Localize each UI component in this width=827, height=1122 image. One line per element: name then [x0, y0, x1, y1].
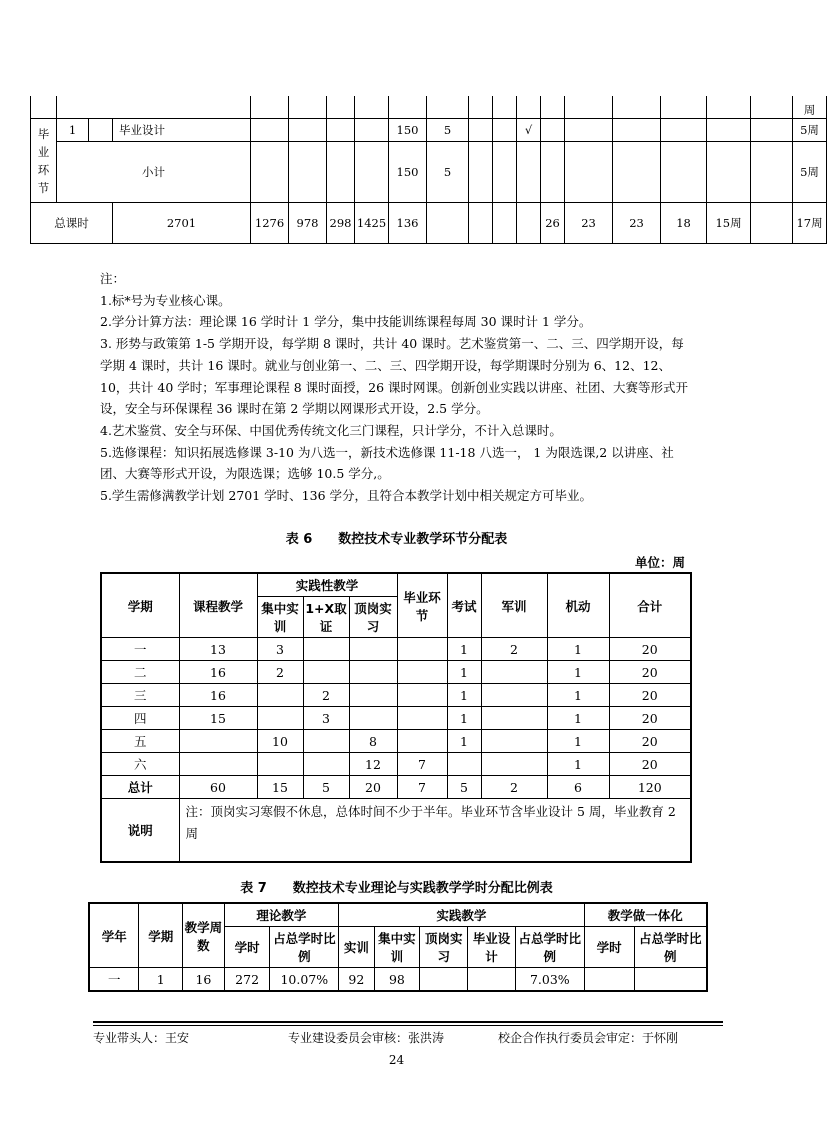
note-item: 1.标*号为专业核心课。	[100, 292, 231, 308]
course-plan-table-tail	[30, 96, 827, 244]
page-number: 24	[388, 1053, 405, 1067]
table6-row: 二 16 2 1 1 20	[101, 661, 691, 684]
note-item: 5.选修课程：知识拓展选修课 3-10 为八选一，新技术选修课 11-18 八选一， 1 为限选课,2 以讲座、社团、大赛等形式开设，为限选课；选够 10.5 学分,。	[100, 444, 674, 482]
table6-unit: 单位：周	[634, 555, 685, 570]
footer-rule	[93, 1021, 723, 1023]
table6-note-row: 说明 注：顶岗实习寒假不休息，总体时间不少于半年。毕业环节含毕业设计 5 周，毕业教育 2 周	[101, 799, 691, 863]
table6-total-row: 总计 60 15 5 20 7 5 2 6 120	[101, 776, 691, 799]
table6-row: 六 12 7 1 20	[101, 753, 691, 776]
notes-heading: 注：	[100, 271, 126, 286]
group-label: 毕 业 环 节	[31, 119, 57, 203]
note-item: 4.艺术鉴赏、安全与环保、中国优秀传统文化三门课程，只计学分，不计入总课时。	[100, 422, 562, 438]
table6-title: 表 6 数控技术专业教学环节分配表	[285, 532, 508, 547]
footer-rule-thin	[93, 1025, 723, 1026]
design-row: 毕 业 环 节 1 毕业设计 150 5 √ 5周	[31, 119, 827, 142]
total-row: 总课时 2701 1276 978 298 1425 136 26 23 23 18 15周 17周	[31, 203, 827, 244]
row-no: 1	[57, 119, 89, 142]
note-item: 2.学分计算方法：理论课 16 学时计 1 学分，集中技能训练课程每周 30 课时计 1 学分。	[100, 314, 592, 330]
table7-title: 表 7 数控技术专业理论与实践教学学时分配比例表	[240, 881, 553, 896]
table6-row: 一 13 3 1 2 1 20	[101, 638, 691, 661]
subtotal-row: 小计 150 5 5周	[31, 142, 827, 203]
partial-row	[31, 96, 827, 119]
footer-leader: 专业带头人：王安	[93, 1031, 190, 1045]
footer-exec: 校企合作执行委员会审定：于怀刚	[498, 1031, 679, 1045]
note-item: 3. 形势与政策第 1-5 学期开设，每学期 8 课时，共计 40 课时。艺术鉴赏第一、二、三、四学期开设，每学期 4 课时，共计 16 课时。就业与创业第一、二、三、四学期开设，每学期课时分别为 6、12、12、10，共计 40 学时；军事理论课程 8 课时面授，26 课时网课。创新创业实践以讲座、社团、大赛等形式开设，安全与环保课程 36 课时在第 2 学期以网课形式开设，2.5 学分。	[100, 336, 689, 417]
notes	[100, 268, 690, 507]
table6-row: 五 10 8 1 1 20	[101, 730, 691, 753]
table6-row: 三 16 2 1 1 20	[101, 684, 691, 707]
hours-ratio-table: 学年 学期 教学周数 理论教学 实践教学 教学做一体化 学时 占总学时比例 实训 集中实训 顶岗实习 毕业设计 占总学时比例 学时 占总学时比例 一 1 16 272 10.07% 92 98 7.03%	[88, 902, 708, 992]
table7-row: 一 1 16 272 10.07% 92 98 7.03%	[89, 968, 707, 992]
note-item: 5.学生需修满教学计划 2701 学时、136 学分，且符合本教学计划中相关规定方可毕业。	[100, 488, 593, 504]
teaching-weeks-table: 学期 课程教学 实践性教学 毕业环节 考试 军训 机动 合计 集中实训 1+X取证 顶岗实习 一 13 3 1 2 1 20 二 16 2 1 1 20 三 16 2 1 1 20 四 15 3 1 1 20 五 10 8 1 1 20 六 12 7 1 20 总计 60 15 5 20 7 5 2 6 120 说明 注：顶岗实习寒假不休息，总体时间不少于半年。毕业环节含毕业设计 5 周，毕业教育 2 周	[100, 572, 692, 863]
footer-committee: 专业建设委员会审核：张洪涛	[288, 1031, 445, 1045]
partial-weeks: 周	[793, 96, 827, 119]
course-name: 毕业设计	[113, 119, 251, 142]
table6-row: 四 15 3 1 1 20	[101, 707, 691, 730]
